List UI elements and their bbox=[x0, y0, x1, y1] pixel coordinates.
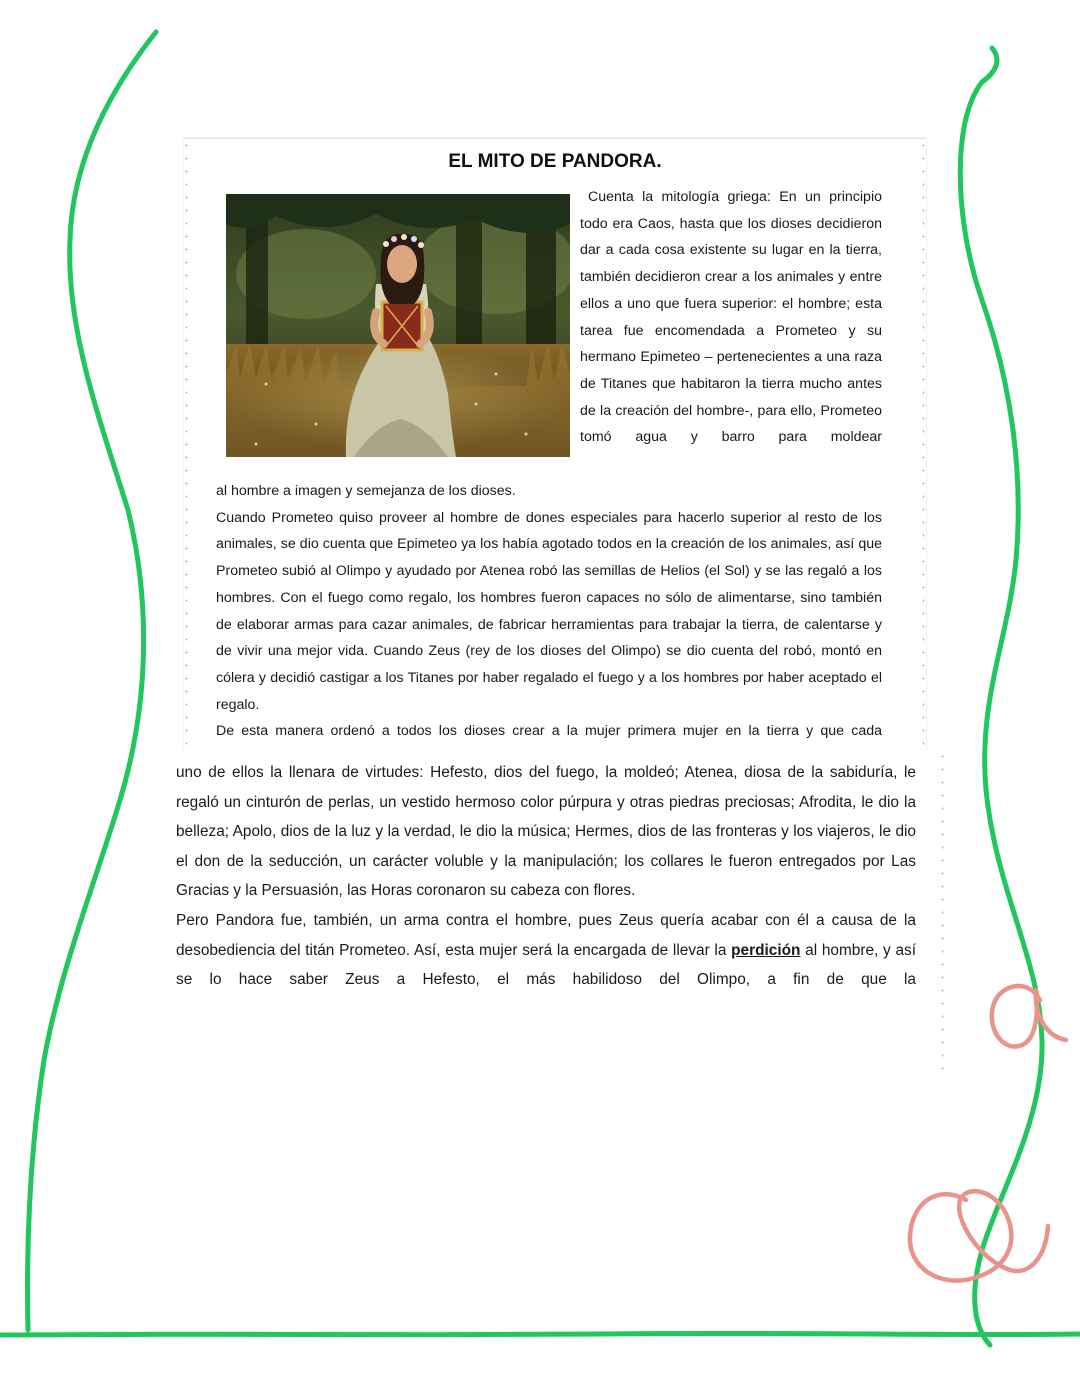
page-edge-right-2 bbox=[940, 750, 945, 1070]
document-page-2 bbox=[170, 750, 945, 1070]
paragraph-4 bbox=[176, 906, 916, 995]
paragraph-3-continued: uno de ellos la llenara de virtudes: Hefesto, dios del fuego, la moldeó; Atenea, diosa de la sabiduría, le regaló un cinturón de perlas, un vestido hermoso color púrpura y otras piedras preciosas; Afrodita, le dio la belleza; Apolo, dios de la luz y la verdad, le dio la música; Hermes, dios de las fronteras y los viajeros, le dio el don de la seducción, un carácter voluble y la manipulación; los collares le fueron entregados por Las Gracias y la Persuasión, las Horas coronaron su cabeza con flores. bbox=[176, 764, 916, 900]
green-border-bottom bbox=[0, 1333, 1080, 1335]
document-title: EL MITO DE PANDORA. bbox=[448, 151, 662, 172]
page-edge-left bbox=[184, 139, 189, 751]
page-edge-right bbox=[921, 139, 926, 751]
intro-paragraph: Cuenta la mitología griega: En un principio todo era Caos, hasta que los dioses decidieron dar a cada cosa existente su lugar en la tierra, también decidieron crear a los animales y entre ellos a uno que fuera superior: el hombre; esta tarea fue encomendada a Prometeo y su hermano Epimeteo – pertenecientes a una raza de Titanes que habitaron la tierra mucho antes de la creación del hombre-, para ello, Prometeo tomó agua y barro para moldear bbox=[580, 189, 882, 446]
emphasized-word-perdicion: perdición bbox=[731, 941, 801, 959]
green-border-left bbox=[28, 32, 156, 1330]
pink-letter-a-bottom bbox=[910, 1191, 1048, 1280]
document-page-1 bbox=[184, 138, 926, 751]
paragraph-3-start: De esta manera ordenó a todos los dioses crear a la mujer primera mujer en la tierra y que cada bbox=[216, 723, 882, 740]
paragraph-2: Cuando Prometeo quiso proveer al hombre de dones especiales para hacerlo superior al resto de los animales, se dio cuenta que Epimeteo ya los había agotado todos en la creación de los animales, así que Prometeo subió al Olimpo y ayudado por Atenea robó las semillas de Helios (el Sol) y se las regaló a los hombres. Con el fuego como regalo, los hombres fueron capaces no sólo de alimentarse, sino también de elaborar armas para cazar animales, de fabricar herramientas para trabajar la tierra, de calentarse y de vivir una mejor vida. Cuando Zeus (rey de los dioses del Olimpo) se dio cuenta del robó, montó en cólera y decidió castigar a los Titanes por haber regalado el fuego y a los hombres por haber aceptado el regalo. bbox=[216, 509, 882, 713]
pandora-illustration bbox=[226, 194, 570, 457]
pink-letter-a-top bbox=[992, 986, 1066, 1047]
paragraph-4-text-b: al hombre, y así se lo hace saber Zeus a Hefesto, el más habilidoso del Olimpo, a fin de que la bbox=[176, 941, 916, 989]
green-border-right bbox=[960, 48, 1042, 1345]
body-section-2 bbox=[176, 758, 916, 995]
paragraph-4-text-a: Pero Pandora fue, también, un arma contra el hombre, pues Zeus quería acabar con él a causa de la desobediencia del titán Prometeo. Así, esta mujer será la encargada de llevar la bbox=[176, 911, 916, 959]
body-section-1 bbox=[216, 478, 882, 745]
intro-paragraph-tail: al hombre a imagen y semejanza de los dioses. bbox=[216, 483, 516, 499]
